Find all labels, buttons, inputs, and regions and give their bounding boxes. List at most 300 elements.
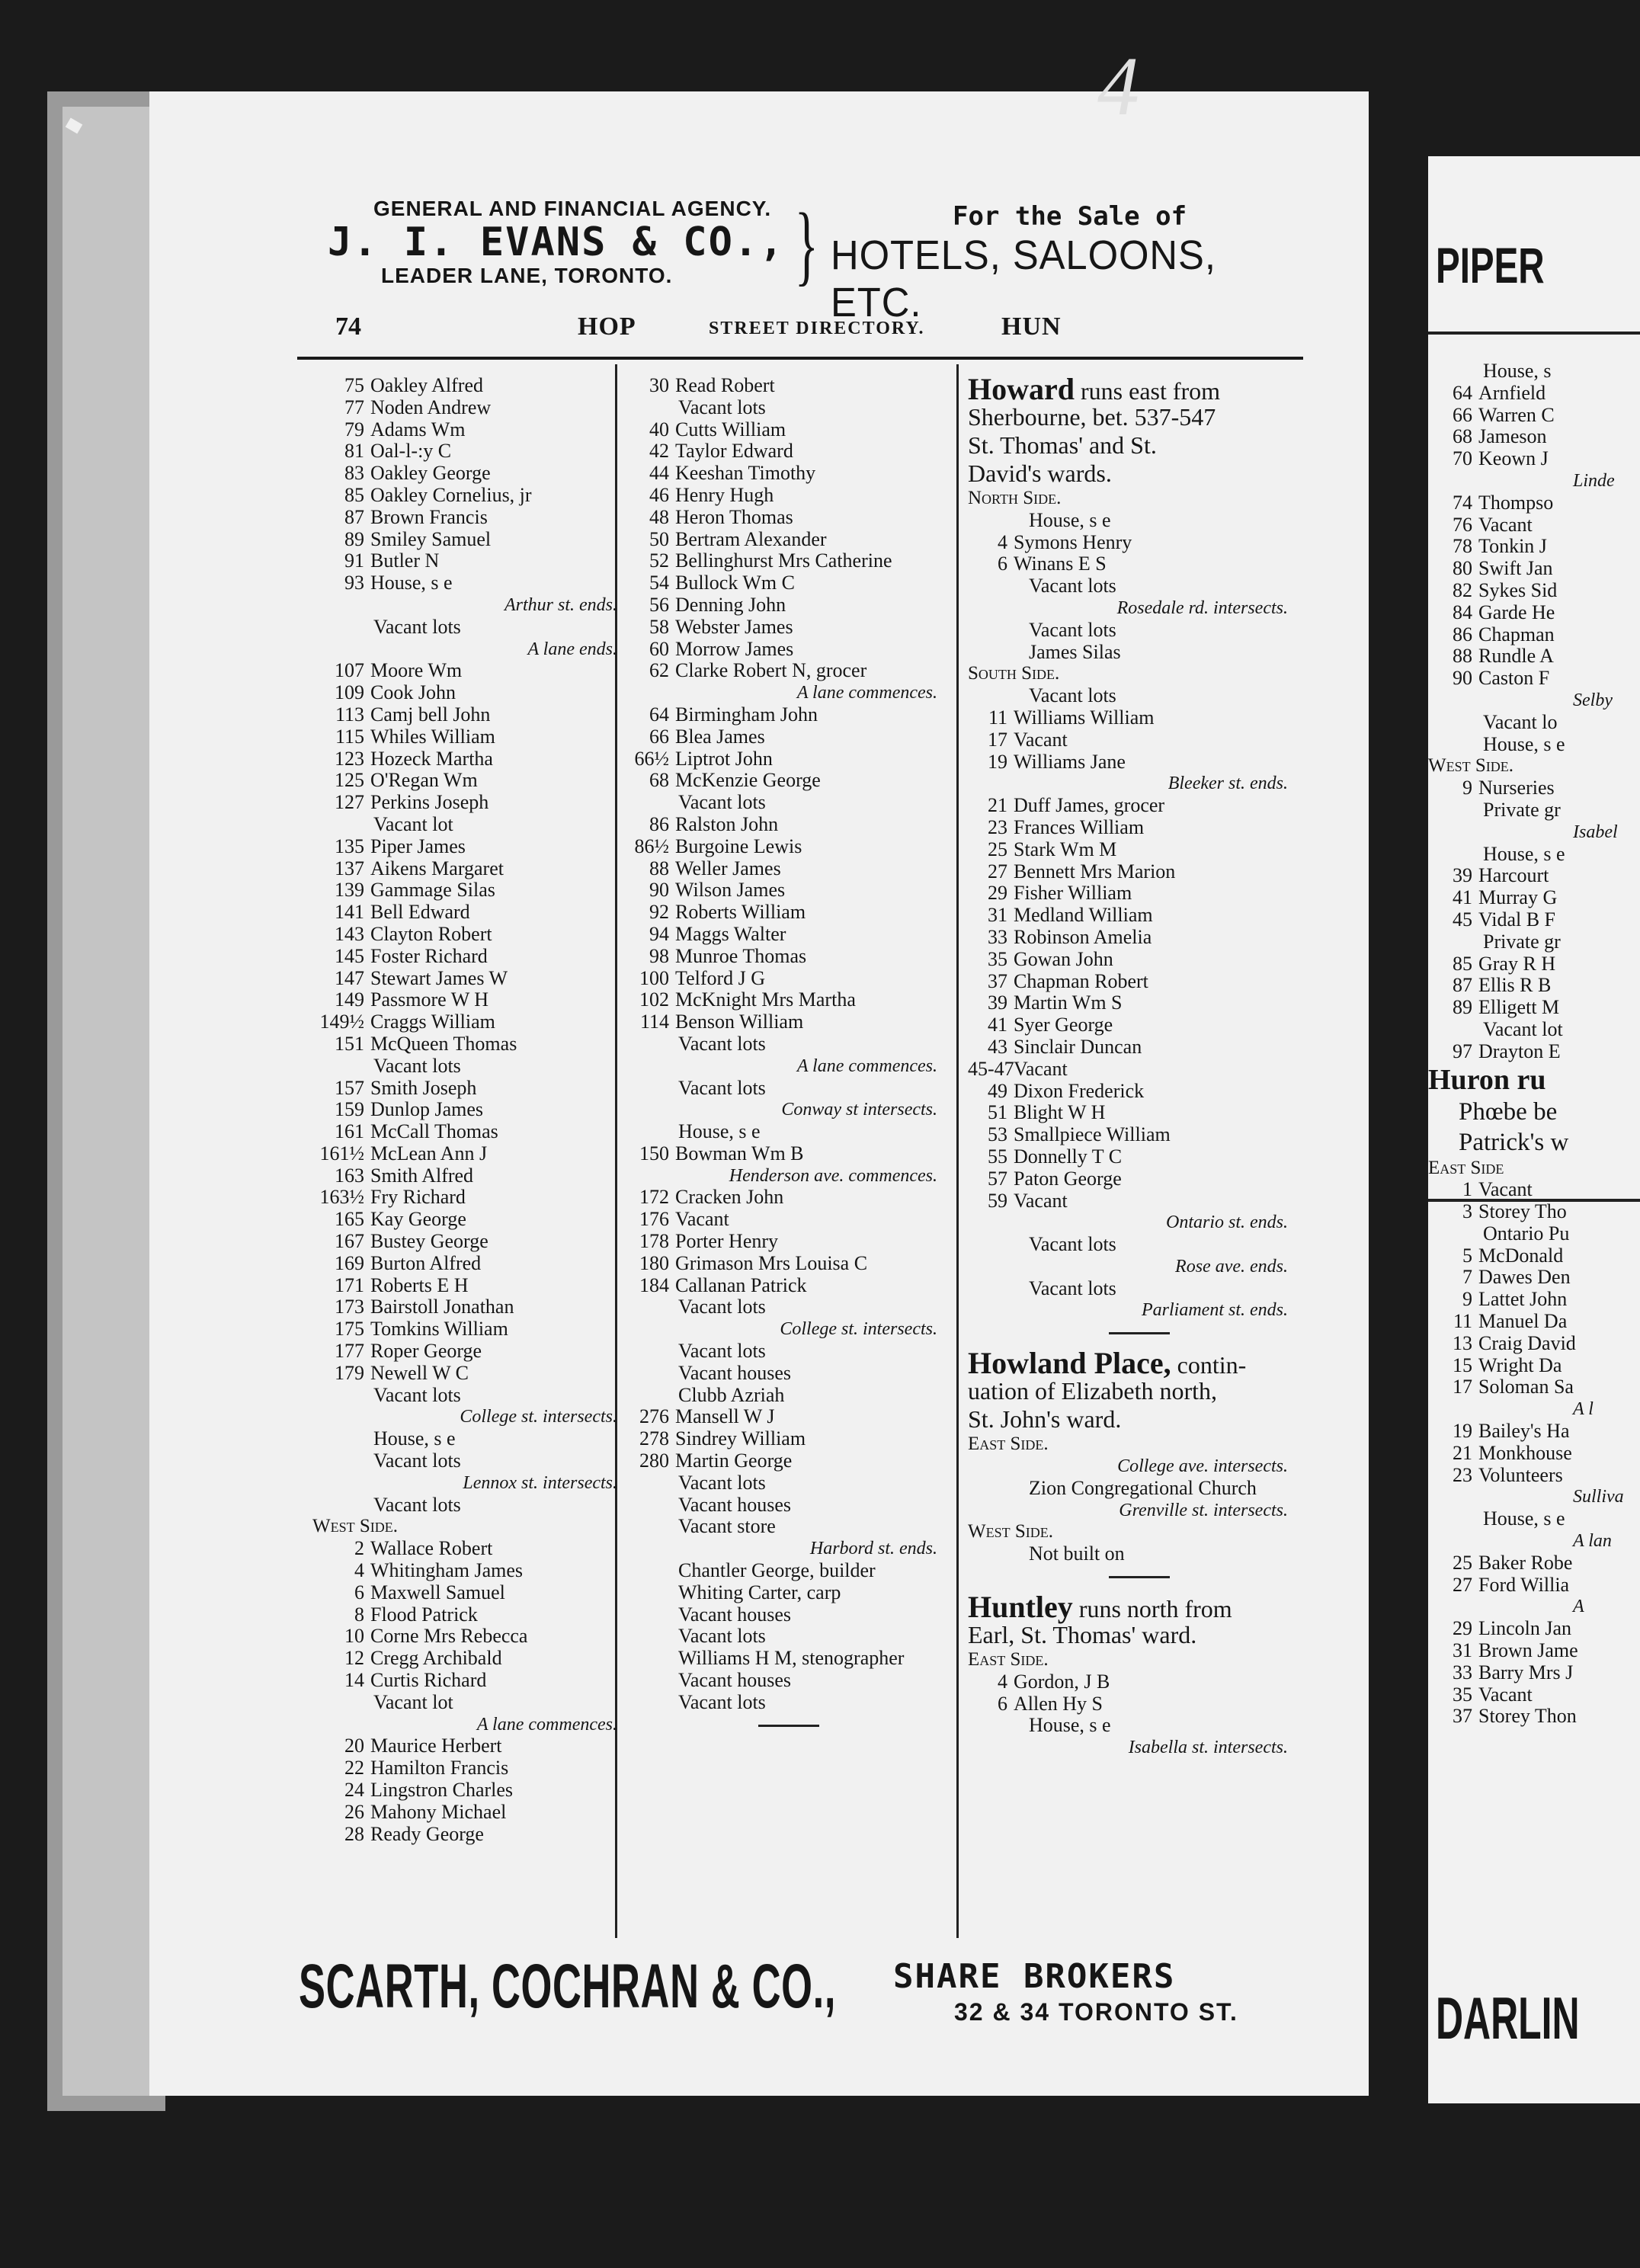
brace-glyph: } (794, 194, 818, 294)
house-number: 90 (1453, 667, 1472, 690)
house-number: 27 (1453, 1573, 1472, 1596)
directory-line: Vacant lots (373, 615, 461, 638)
resident-name: Bullock Wm C (675, 572, 795, 594)
house-number: 13 (1453, 1331, 1472, 1354)
directory-entry (1428, 1552, 1640, 1574)
directory-entry (1428, 645, 1640, 668)
house-number: 91 (344, 549, 364, 572)
resident-name: Whitingham James (370, 1559, 524, 1582)
directory-entry (312, 1165, 640, 1187)
house-number: 86 (649, 812, 669, 835)
hotels-block (831, 201, 1318, 326)
directory-entry (1428, 1706, 1640, 1728)
directory-line: Vacant lots (1029, 575, 1116, 597)
separator-rule (1109, 1576, 1170, 1578)
street-note: College ave. intersects. (1117, 1456, 1288, 1477)
directory-entry (312, 1538, 640, 1560)
resident-name: Vacant (1478, 1683, 1533, 1706)
resident-name: Wallace Robert (370, 1537, 493, 1560)
directory-line: Vacant lots (678, 1471, 766, 1494)
directory-entry (312, 1560, 640, 1582)
directory-entry (312, 858, 640, 880)
resident-name: Ready George (370, 1822, 484, 1845)
house-number: 89 (1453, 996, 1472, 1019)
street-note: Conway st intersects. (781, 1100, 937, 1120)
facing-page-list (1428, 360, 1640, 1728)
directory-line: Private gr (1483, 798, 1561, 821)
directory-entry (617, 440, 960, 463)
directory-entry (312, 726, 640, 748)
house-number: 39 (1453, 864, 1472, 887)
page-number: 74 (335, 312, 361, 341)
agency-address: LEADER LANE, TORONTO. (381, 264, 673, 287)
head-last-street: HUN (1001, 312, 1062, 341)
directory-entry (312, 989, 640, 1011)
directory-entry (617, 1406, 960, 1428)
house-number: 3 (1462, 1200, 1472, 1223)
directory-line: Vacant store (678, 1515, 776, 1538)
resident-name: Brown Jame (1478, 1639, 1578, 1662)
house-number: 43 (988, 1035, 1007, 1058)
running-head (335, 312, 1303, 351)
street-note: Isabella st. intersects. (1128, 1738, 1288, 1758)
house-number: 177 (335, 1340, 364, 1363)
house-number: 54 (649, 572, 669, 594)
directory-line: Clubb Azriah (678, 1383, 785, 1406)
house-number: 276 (639, 1405, 669, 1428)
resident-name: Williams William (1014, 706, 1155, 729)
house-number: 39 (988, 991, 1007, 1014)
house-number: 14 (344, 1669, 364, 1692)
street-description-text: runs east from (1075, 377, 1221, 405)
house-number: 86½ (634, 834, 669, 857)
resident-name: Ford Willia (1478, 1573, 1570, 1596)
house-number: 33 (988, 925, 1007, 948)
directory-entry (1428, 1041, 1640, 1063)
resident-name: Syer George (1014, 1014, 1113, 1036)
book-spine-inner (62, 107, 154, 2096)
directory-line: Vacant lots (1029, 1233, 1116, 1256)
directory-entry (312, 1604, 640, 1626)
street-note: Parliament st. ends. (1142, 1300, 1288, 1321)
directory-entry (968, 553, 1311, 575)
house-number: 62 (649, 659, 669, 682)
directory-line: Vacant lots (678, 791, 766, 814)
resident-name: Warren C (1478, 403, 1555, 426)
house-number: 176 (639, 1208, 669, 1231)
house-number: 113 (335, 703, 364, 726)
house-number: 21 (1453, 1441, 1472, 1464)
resident-name: Birmingham John (675, 703, 818, 726)
house-number: 55 (988, 1145, 1007, 1168)
directory-entry (312, 1802, 640, 1824)
house-number: 21 (988, 794, 1007, 817)
resident-name: Tonkin J (1478, 535, 1547, 558)
house-number: 7 (1462, 1266, 1472, 1289)
directory-entry (1428, 580, 1640, 602)
resident-name: Symons Henry (1014, 530, 1132, 553)
head-first-street: HOP (578, 312, 636, 341)
house-number: 115 (335, 725, 364, 748)
directory-line: Vacant lots (373, 1493, 461, 1516)
house-number: 19 (1453, 1420, 1472, 1443)
resident-name: Wright Da (1478, 1353, 1562, 1376)
directory-line: Vacant lot (373, 1690, 453, 1713)
house-number: 35 (988, 947, 1007, 970)
resident-name: O'Regan Wm (370, 769, 478, 792)
street-description (968, 431, 1311, 460)
street-note: Linde (1573, 470, 1615, 491)
directory-entry (1428, 887, 1640, 909)
house-number: 79 (344, 418, 364, 440)
resident-name: Vacant (1014, 1189, 1068, 1212)
resident-name: Gammage Silas (370, 879, 495, 902)
directory-entry (1428, 777, 1640, 799)
resident-name: Flood Patrick (370, 1603, 478, 1626)
street-description-text: St. Thomas' and St. (968, 431, 1157, 459)
street-description (968, 460, 1311, 488)
separator-rule (758, 1725, 819, 1727)
street-note: A lane commences. (476, 1714, 617, 1735)
side-heading: East Side (1428, 1157, 1504, 1178)
house-number: 175 (335, 1318, 364, 1341)
resident-name: Storey Thon (1478, 1705, 1577, 1728)
resident-name: Sindrey William (675, 1427, 806, 1450)
resident-name: Bennett Mrs Marion (1014, 860, 1176, 883)
street-description-text: David's wards. (968, 460, 1112, 487)
street-description-text: uation of Elizabeth north, (968, 1377, 1218, 1405)
directory-entry (617, 924, 960, 946)
directory-entry (1428, 1355, 1640, 1377)
resident-name: Ellis R B (1478, 974, 1552, 997)
directory-line: House, s e (1483, 732, 1565, 755)
house-number: 6 (354, 1581, 364, 1603)
house-number: 127 (335, 791, 364, 814)
directory-entry (312, 1757, 640, 1779)
house-number: 56 (649, 593, 669, 616)
house-number: 184 (639, 1273, 669, 1296)
directory-entry (968, 1081, 1311, 1103)
resident-name: Nurseries (1478, 777, 1555, 799)
head-rule (297, 357, 1303, 360)
side-heading: East Side. (968, 1434, 1049, 1455)
directory-entry (312, 1011, 640, 1033)
house-number: 143 (335, 922, 364, 945)
separator-rule (1109, 1332, 1170, 1334)
house-number: 41 (1453, 886, 1472, 909)
house-number: 83 (344, 462, 364, 485)
directory-entry (1428, 624, 1640, 646)
resident-name: Allen Hy S (1014, 1692, 1103, 1715)
resident-name: Vacant (675, 1208, 729, 1231)
resident-name: Weller James (675, 857, 781, 879)
directory-entry (1428, 1179, 1640, 1201)
house-number: 85 (344, 483, 364, 506)
side-heading: North Side. (968, 488, 1062, 508)
resident-name: Roper George (370, 1340, 482, 1363)
resident-name: Caston F (1478, 667, 1550, 690)
street-note: A lane commences. (796, 683, 937, 703)
agency-tagline: GENERAL AND FINANCIAL AGENCY. (373, 197, 772, 220)
directory-entry (312, 1209, 640, 1231)
resident-name: Butler N (370, 549, 440, 572)
house-number: 86 (1453, 623, 1472, 645)
resident-name: Lingstron Charles (370, 1779, 514, 1801)
directory-entry (312, 397, 640, 419)
directory-entry (1428, 1465, 1640, 1487)
directory-entry (312, 770, 640, 792)
house-number: 28 (344, 1822, 364, 1845)
house-number: 107 (335, 659, 364, 682)
resident-name: Oakley Cornelius, jr (370, 483, 532, 506)
resident-name: Arnfield (1478, 381, 1546, 404)
directory-entry (968, 861, 1311, 883)
resident-name: Lincoln Jan (1478, 1617, 1572, 1640)
house-number: 100 (639, 966, 669, 989)
resident-name: Elligett M (1478, 996, 1560, 1019)
house-number: 11 (1453, 1310, 1472, 1333)
directory-entry (312, 1121, 640, 1143)
house-number: 150 (639, 1142, 669, 1164)
resident-name: Denning John (675, 593, 786, 616)
directory-line: House, s e (1483, 842, 1565, 865)
directory-line: Vacant lots (678, 1690, 766, 1713)
directory-entry (312, 1078, 640, 1100)
directory-entry (617, 1209, 960, 1231)
resident-name: Grimason Mrs Louisa C (675, 1251, 868, 1274)
house-number: 12 (344, 1647, 364, 1670)
resident-name: Aikens Margaret (370, 857, 504, 879)
house-number: 135 (335, 834, 364, 857)
house-number: 109 (335, 681, 364, 704)
house-number: 23 (1453, 1463, 1472, 1486)
house-number: 114 (639, 1011, 669, 1033)
directory-entry (617, 1187, 960, 1209)
resident-name: Hozeck Martha (370, 747, 493, 770)
resident-name: Duff James, grocer (1014, 794, 1165, 817)
directory-entry (968, 729, 1311, 751)
resident-name: Craig David (1478, 1331, 1576, 1354)
house-number: 280 (639, 1450, 669, 1472)
house-number: 87 (344, 505, 364, 528)
resident-name: Liptrot John (675, 747, 773, 770)
resident-name: House, s e (370, 572, 453, 594)
side-heading: West Side. (1428, 755, 1513, 777)
directory-line: Vacant lots (1029, 684, 1116, 707)
house-number: 145 (335, 944, 364, 967)
house-number: 49 (988, 1079, 1007, 1102)
house-number: 45-47 (968, 1057, 1014, 1080)
street-note: Bleeker st. ends. (1168, 774, 1288, 794)
resident-name: Frances William (1014, 815, 1145, 838)
resident-name: Donnelly T C (1014, 1145, 1123, 1168)
house-number: 78 (1453, 535, 1472, 558)
resident-name: Lattet John (1478, 1288, 1568, 1311)
house-number: 45 (1453, 908, 1472, 931)
resident-name: Henry Hugh (675, 483, 774, 506)
house-number: 123 (335, 747, 364, 770)
house-number: 77 (344, 396, 364, 418)
house-number: 60 (649, 637, 669, 660)
directory-entry (617, 375, 960, 397)
house-number: 159 (335, 1098, 364, 1121)
side-heading: South Side. (968, 663, 1060, 684)
directory-entry (968, 817, 1311, 839)
handwritten-page-mark: 4 (1097, 40, 1139, 133)
directory-entry (968, 971, 1311, 993)
directory-entry (617, 617, 960, 639)
street-description: Patrick's w (1459, 1128, 1569, 1156)
resident-name: Read Robert (675, 374, 775, 396)
broker-business: SHARE BROKERS (893, 1957, 1176, 1996)
directory-entry (617, 879, 960, 902)
street-description (968, 372, 1311, 406)
house-number: 278 (639, 1427, 669, 1450)
resident-name: Garde He (1478, 601, 1555, 623)
house-number: 37 (1453, 1705, 1472, 1728)
directory-entry (968, 1671, 1311, 1693)
directory-entry (617, 814, 960, 836)
resident-name: Bellinghurst Mrs Catherine (675, 549, 892, 572)
resident-name: Corne Mrs Rebecca (370, 1625, 528, 1648)
column-2 (617, 375, 960, 1741)
directory-entry (312, 463, 640, 485)
resident-name: Curtis Richard (370, 1669, 487, 1692)
house-number: 25 (1453, 1551, 1472, 1574)
directory-entry (312, 1582, 640, 1604)
directory-line: Ontario Pu (1483, 1222, 1570, 1245)
directory-entry (312, 1275, 640, 1297)
house-number: 137 (335, 857, 364, 879)
house-number: 35 (1453, 1683, 1472, 1706)
resident-name: Thompso (1478, 491, 1554, 514)
directory-line: Vacant lots (678, 1340, 766, 1363)
house-number: 33 (1453, 1661, 1472, 1683)
directory-entry (617, 858, 960, 880)
house-number: 26 (344, 1800, 364, 1823)
directory-line: Vacant lots (373, 1450, 461, 1472)
directory-entry (312, 1626, 640, 1648)
resident-name: Sykes Sid (1478, 578, 1558, 601)
resident-name: Smallpiece William (1014, 1123, 1171, 1146)
directory-entry (968, 1014, 1311, 1036)
directory-line: Zion Congregational Church (1029, 1476, 1257, 1499)
resident-name: Mahony Michael (370, 1800, 507, 1823)
directory-entry (1428, 1684, 1640, 1706)
directory-entry (1428, 405, 1640, 427)
house-number: 161½ (319, 1142, 364, 1164)
house-number: 22 (344, 1757, 364, 1779)
directory-line: Vacant lots (678, 1296, 766, 1318)
directory-entry (617, 989, 960, 1011)
house-number: 23 (988, 815, 1007, 838)
house-number: 8 (354, 1603, 364, 1626)
directory-line: Not built on (1029, 1542, 1125, 1565)
directory-entry (1428, 602, 1640, 624)
directory-entry (968, 707, 1311, 729)
house-number: 89 (344, 527, 364, 550)
resident-name: Foster Richard (370, 944, 488, 967)
street-note: Grenville st. intersects. (1119, 1500, 1288, 1520)
directory-entry (312, 1318, 640, 1341)
resident-name: Burton Alfred (370, 1251, 482, 1274)
directory-line: Vacant lo (1483, 710, 1558, 733)
house-number: 88 (649, 857, 669, 879)
resident-name: Martin Wm S (1014, 991, 1123, 1014)
directory-line: Vacant lots (678, 396, 766, 418)
house-number: 15 (1453, 1353, 1472, 1376)
resident-name: Blight W H (1014, 1101, 1106, 1124)
directory-entry (968, 839, 1311, 861)
house-number: 97 (1453, 1040, 1472, 1062)
directory-entry (1428, 1640, 1640, 1662)
house-number: 30 (649, 374, 669, 396)
directory-entry (617, 660, 960, 682)
resident-name: Drayton E (1478, 1040, 1561, 1062)
house-number: 9 (1462, 1288, 1472, 1311)
resident-name: Vacant (1014, 728, 1068, 751)
resident-name: Moore Wm (370, 659, 463, 682)
directory-entry (968, 1036, 1311, 1059)
directory-entry (1428, 558, 1640, 580)
house-number: 88 (1453, 645, 1472, 668)
house-number: 149½ (319, 1011, 364, 1033)
directory-entry (1428, 1443, 1640, 1465)
directory-entry (617, 550, 960, 572)
directory-entry (312, 704, 640, 726)
directory-entry (617, 946, 960, 968)
resident-name: Bairstoll Jonathan (370, 1296, 514, 1318)
house-number: 10 (344, 1625, 364, 1648)
resident-name: Bowman Wm B (675, 1142, 804, 1164)
resident-name: Chapman (1478, 623, 1555, 645)
house-number: 2 (354, 1537, 364, 1560)
resident-name: Kay George (370, 1208, 466, 1231)
directory-line: House, s (1483, 360, 1552, 382)
directory-entry (312, 485, 640, 507)
directory-entry (1428, 1574, 1640, 1597)
house-number: 173 (335, 1296, 364, 1318)
directory-entry (617, 572, 960, 594)
directory-entry (617, 529, 960, 551)
directory-line: Vacant lots (373, 1383, 461, 1406)
resident-name: Dixon Frederick (1014, 1079, 1145, 1102)
directory-entry (312, 1341, 640, 1363)
street-description (968, 1590, 1311, 1625)
house-number: 167 (335, 1230, 364, 1253)
head-title: STREET DIRECTORY. (709, 319, 925, 338)
house-number: 149 (335, 988, 364, 1011)
directory-entry (617, 1428, 960, 1450)
directory-line: House, s e (1029, 1714, 1111, 1737)
resident-name: Bell Edward (370, 901, 470, 924)
directory-entry (312, 1231, 640, 1253)
directory-entry (312, 550, 640, 572)
resident-name: Wilson James (675, 879, 786, 902)
directory-entry (617, 1231, 960, 1253)
resident-name: Perkins Joseph (370, 791, 489, 814)
broker-name: SCARTH, COCHRAN & CO., (299, 1952, 837, 2021)
resident-name: Manuel Da (1478, 1310, 1568, 1333)
directory-entry (1428, 1245, 1640, 1267)
directory-entry (1428, 1376, 1640, 1398)
agency-name: J. I. EVANS & CO., (328, 219, 785, 265)
resident-name: McCall Thomas (370, 1120, 498, 1143)
resident-name: Roberts William (675, 901, 806, 924)
house-number: 53 (988, 1123, 1007, 1146)
resident-name: Cracken John (675, 1186, 784, 1209)
resident-name: Smith Joseph (370, 1076, 477, 1099)
